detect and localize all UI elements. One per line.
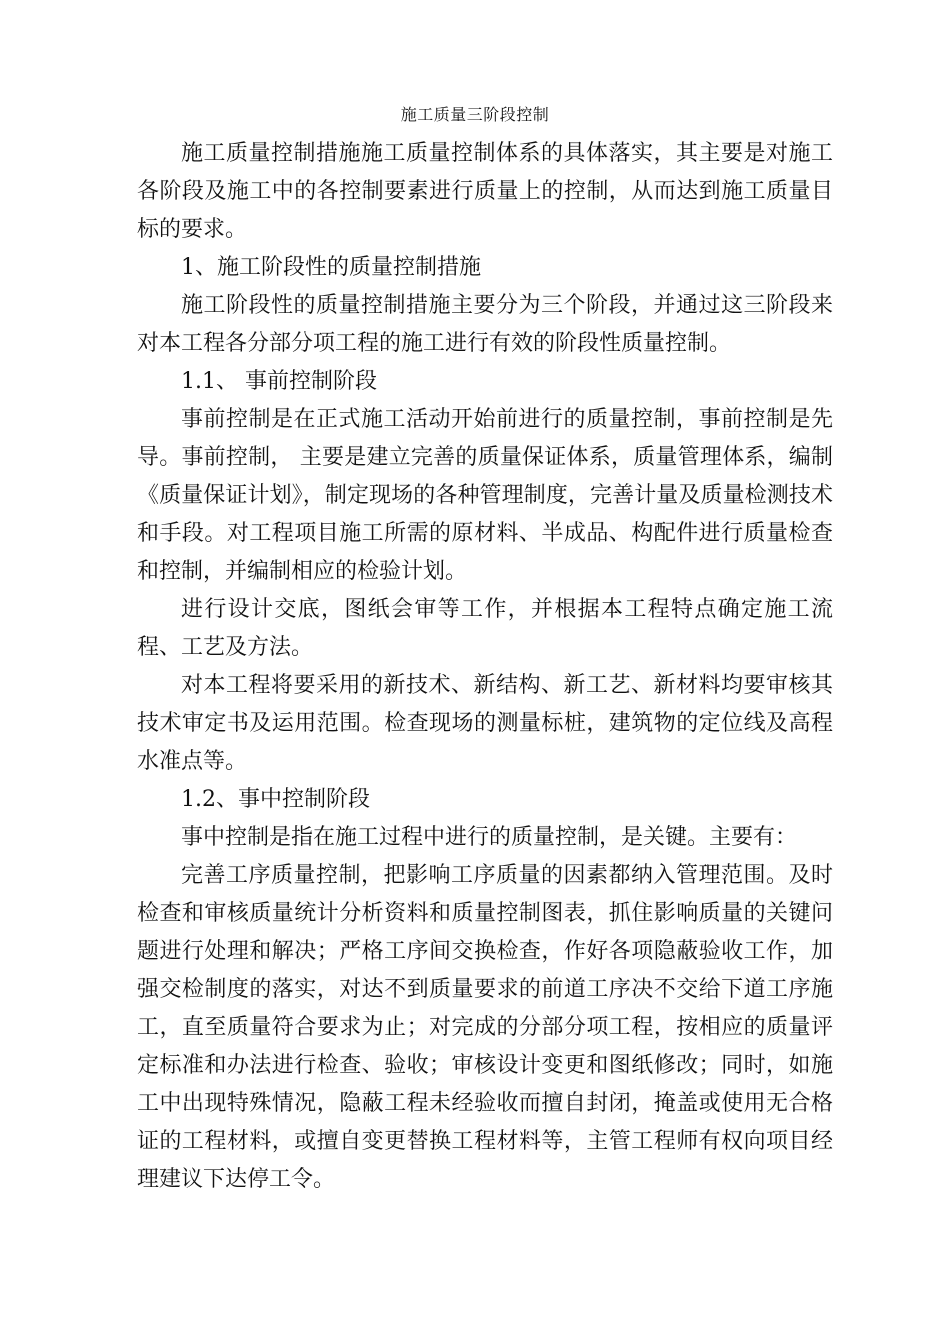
paragraph-pre-control: 事前控制是在正式施工活动开始前进行的质量控制，事前控制是先导。事前控制， 主要是建立完善的质量保证体系，质量管理体系，编制《质量保证计划》，制定现场的各种管理制度，完善计量及质量检测技术和手段。对工程项目施工所需的原材料、半成品、构配件进行质量检查和控制，并编制相应的检验计划。 [137,407,833,584]
document-title: 施工质量三阶段控制 [400,105,550,124]
paragraph-process-quality: 完善工序质量控制，把影响工序质量的因素都纳入管理范围。及时检查和审核质量统计分析资料和质量控制图表，抓住影响质量的关键问题进行处理和解决；严格工序间交换检查，作好各项隐蔽验收工作，加强交检制度的落实，对达不到质量要求的前道工序决不交给下道工序施工，直至质量符合要求为止；对完成的分部分项工程，按相应的质量评定标准和办法进行检查、验收；审核设计变更和图纸修改；同时，如施工中出现特殊情况，隐蔽工程未经验收而擅自封闭，掩盖或使用无合格证的工程材料，或擅自变更替换工程材料等，主管工程师有权向项目经理建议下达停工令。 [137,863,833,1192]
section-heading-1: 1、施工阶段性的质量控制措施 [181,255,481,280]
paragraph-section-1: 施工阶段性的质量控制措施主要分为三个阶段，并通过这三阶段来对本工程各分部分项工程的施工进行有效的阶段性质量控制。 [137,293,833,356]
paragraph-intro: 施工质量控制措施施工质量控制体系的具体落实，其主要是对施工各阶段及施工中的各控制要素进行质量上的控制，从而达到施工质量目标的要求。 [137,141,833,242]
paragraph-new-technology: 对本工程将要采用的新技术、新结构、新工艺、新材料均要审核其技术审定书及运用范围。检查现场的测量标桩，建筑物的定位线及高程水准点等。 [137,673,833,774]
section-heading-1-1: 1.1、 事前控制阶段 [181,369,377,394]
paragraph-design-briefing: 进行设计交底，图纸会审等工作，并根据本工程特点确定施工流程、工艺及方法。 [137,597,833,660]
document-body [137,135,833,1199]
paragraph-in-process-control: 事中控制是指在施工过程中进行的质量控制，是关键。主要有： [181,825,798,850]
section-heading-1-2: 1.2、事中控制阶段 [181,787,370,812]
